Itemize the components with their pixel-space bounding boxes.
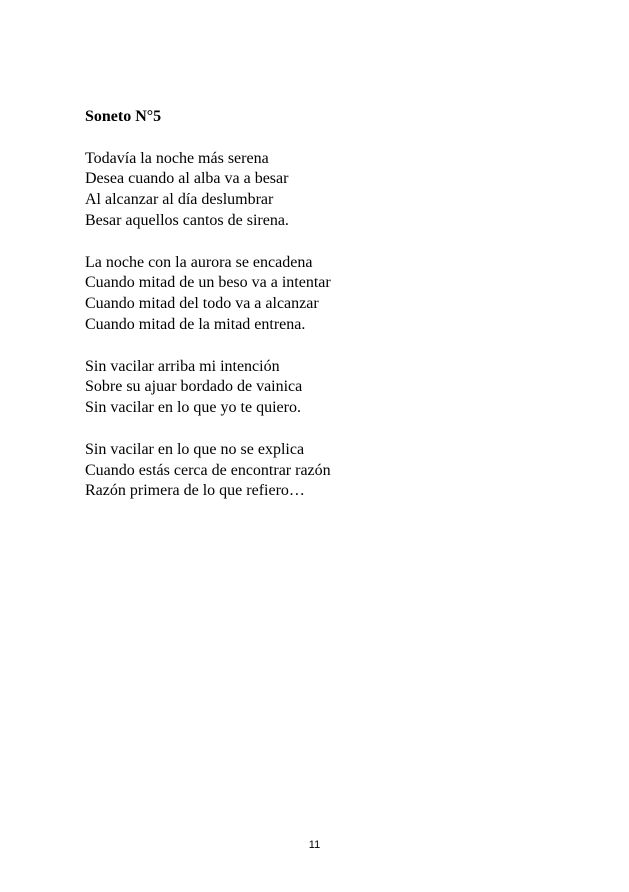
poem-line: Besar aquellos cantos de sirena. [85,211,289,229]
poem-line: Cuando estás cerca de encontrar razón [85,461,331,479]
page-number: 11 [308,839,321,851]
poem-line: Sin vacilar en lo que yo te quiero. [85,399,301,417]
poem-line: Todavía la noche más serena [85,149,269,167]
stanza-3 [85,357,565,419]
stanza-4 [85,440,565,502]
poem-line: Cuando mitad del todo va a alcanzar [85,295,319,313]
poem [85,107,565,523]
poem-line: Cuando mitad de un beso va a intentar [85,274,331,292]
poem-line: La noche con la aurora se encadena [85,253,313,271]
poem-line: Cuando mitad de la mitad entrena. [85,315,306,333]
poem-line: Razón primera de lo que refiero… [85,482,305,500]
stanza-1 [85,149,565,232]
poem-line: Sin vacilar en lo que no se explica [85,440,305,458]
poem-line: Sobre su ajuar bordado de vainica [85,378,303,396]
poem-title: Soneto N°5 [85,108,162,125]
poem-line: Desea cuando al alba va a besar [85,170,289,188]
poem-line: Sin vacilar arriba mi intención [85,357,280,375]
poem-line: Al alcanzar al día deslumbrar [85,191,274,209]
stanza-2 [85,253,565,336]
